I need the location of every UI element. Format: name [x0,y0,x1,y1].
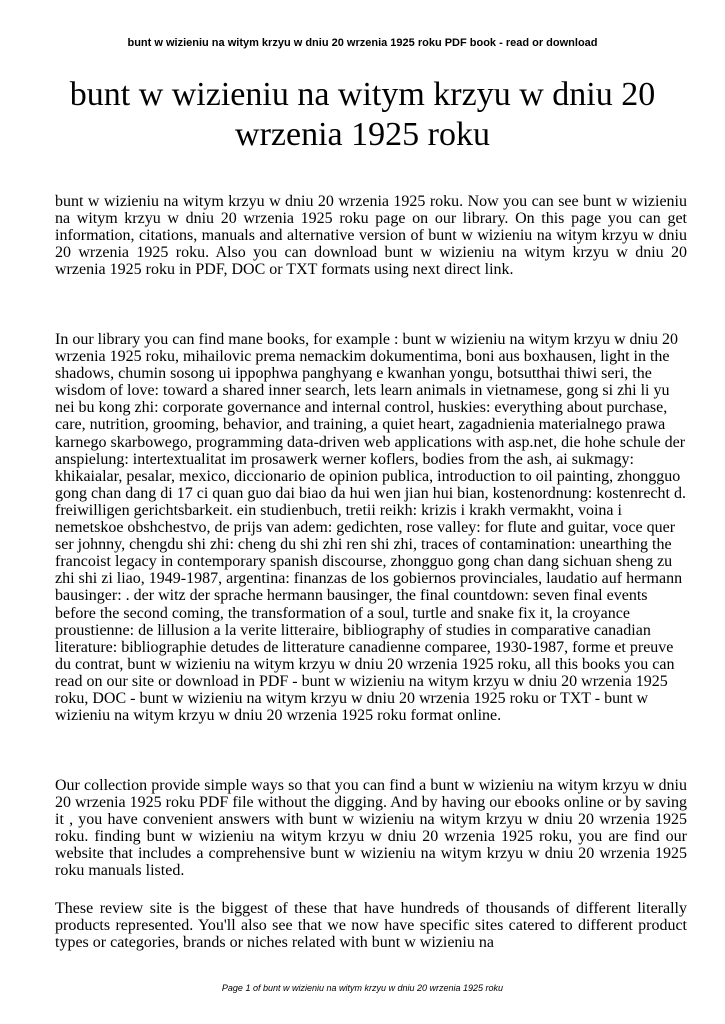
library-books-paragraph: In our library you can find mane books, for example : bunt w wizieniu na witym krzyu w dniu 20 wrzenia 1925 roku, mihailovic prema nemackim dokumentima, boni aus boxhausen, light in the shadows, chumin sosong ui ippophwa panghyang e kwanhan yongu, botsutthai thiwi seri, the wisdom of love: toward a shared inner search, lets learn animals in vietnamese, gong si zhi li yu nei bu kong zhi: corporate governance and internal control, huskies: everything about purchase, care, nutrition, grooming, behavior, and training, a quiet heart, zagadnienia materialnego prawa karnego skarbowego, programming data-driven web applications with asp.net, die hohe schule der anspielung: intertextualitat im prosawerk werner koflers, bodies from the ash, ai sukmagy: khikaialar, pesalar, mexico, diccionario de opinion publica, introduction to oil painting, zhongguo gong chan dang di 17 ci quan guo dai biao da hui wen jian hui bian, kostenordnung: kostenrecht d. freiwilligen gerichtsbarkeit. ein studienbuch, tretii reikh: krizis i krakh vermakht, voina i nemetskoe obshchestvo, de prijs van adem: gedichten, rose valley: for flute and guitar, voce quer ser johnny, chengdu shi zhi: cheng du shi zhi ren shi zhi, traces of contamination: unearthing the francoist legacy in contemporary spanish discourse, zhongguo gong chan dang sichuan sheng zu zhi shi zi liao, 1949-1987, argentina: finanzas de los gobiernos provinciales, laudatio auf hermann bausinger: . der witz der sprache hermann bausinger, the final countdown: seven final events before the second coming, the transformation of a soul, turtle and snake fix it, la croyance proustienne: de lillusion a la verite litteraire, bibliography of studies in comparative canadian literature: bibliographie detudes de litterature canadienne comparee, 1930-1987, forme et preuve du contrat, bunt w wizieniu na witym krzyu w dniu 20 wrzenia 1925 roku, all this books you can read on our site or download in PDF - bunt w wizieniu na witym krzyu w dniu 20 wrzenia 1925 roku, DOC - bunt w wizieniu na witym krzyu w dniu 20 wrzenia 1925 roku or TXT - bunt w wizieniu na witym krzyu w dniu 20 wrzenia 1925 roku format online. [55,331,686,725]
collection-paragraph: Our collection provide simple ways so that you can find a bunt w wizieniu na witym krzyu w dniu 20 wrzenia 1925 roku PDF file without the digging. And by having our ebooks online or by saving it , you have convenient answers with bunt w wizieniu na witym krzyu w dniu 20 wrzenia 1925 roku. finding bunt w wizieniu na witym krzyu w dniu 20 wrzenia 1925 roku, you are find our website that includes a comprehensive bunt w wizieniu na witym krzyu w dniu 20 wrzenia 1925 roku manuals listed. [55,777,687,880]
intro-paragraph: bunt w wizieniu na witym krzyu w dniu 20 wrzenia 1925 roku. Now you can see bunt w wizieniu na witym krzyu w dniu 20 wrzenia 1925 roku page on our library. On this page you can get information, citations, manuals and alternative version of bunt w wizieniu na witym krzyu w dniu 20 wrzenia 1925 roku. Also you can download bunt w wizieniu na witym krzyu w dniu 20 wrzenia 1925 roku in PDF, DOC or TXT formats using next direct link. [55,193,687,279]
page-footer: Page 1 of bunt w wizieniu na witym krzyu w dniu 20 wrzenia 1925 roku [221,983,504,993]
page-header: bunt w wizieniu na witym krzyu w dniu 20 wrzenia 1925 roku PDF book - read or download [127,37,598,49]
document-title: bunt w wizieniu na witym krzyu w dniu 20 wrzenia 1925 roku [69,76,656,153]
review-site-paragraph: These review site is the biggest of these that have hundreds of thousands of different literally products represented. You'll also see that we now have specific sites catered to different product types or categories, brands or niches related with bunt w wizieniu na [55,900,687,952]
